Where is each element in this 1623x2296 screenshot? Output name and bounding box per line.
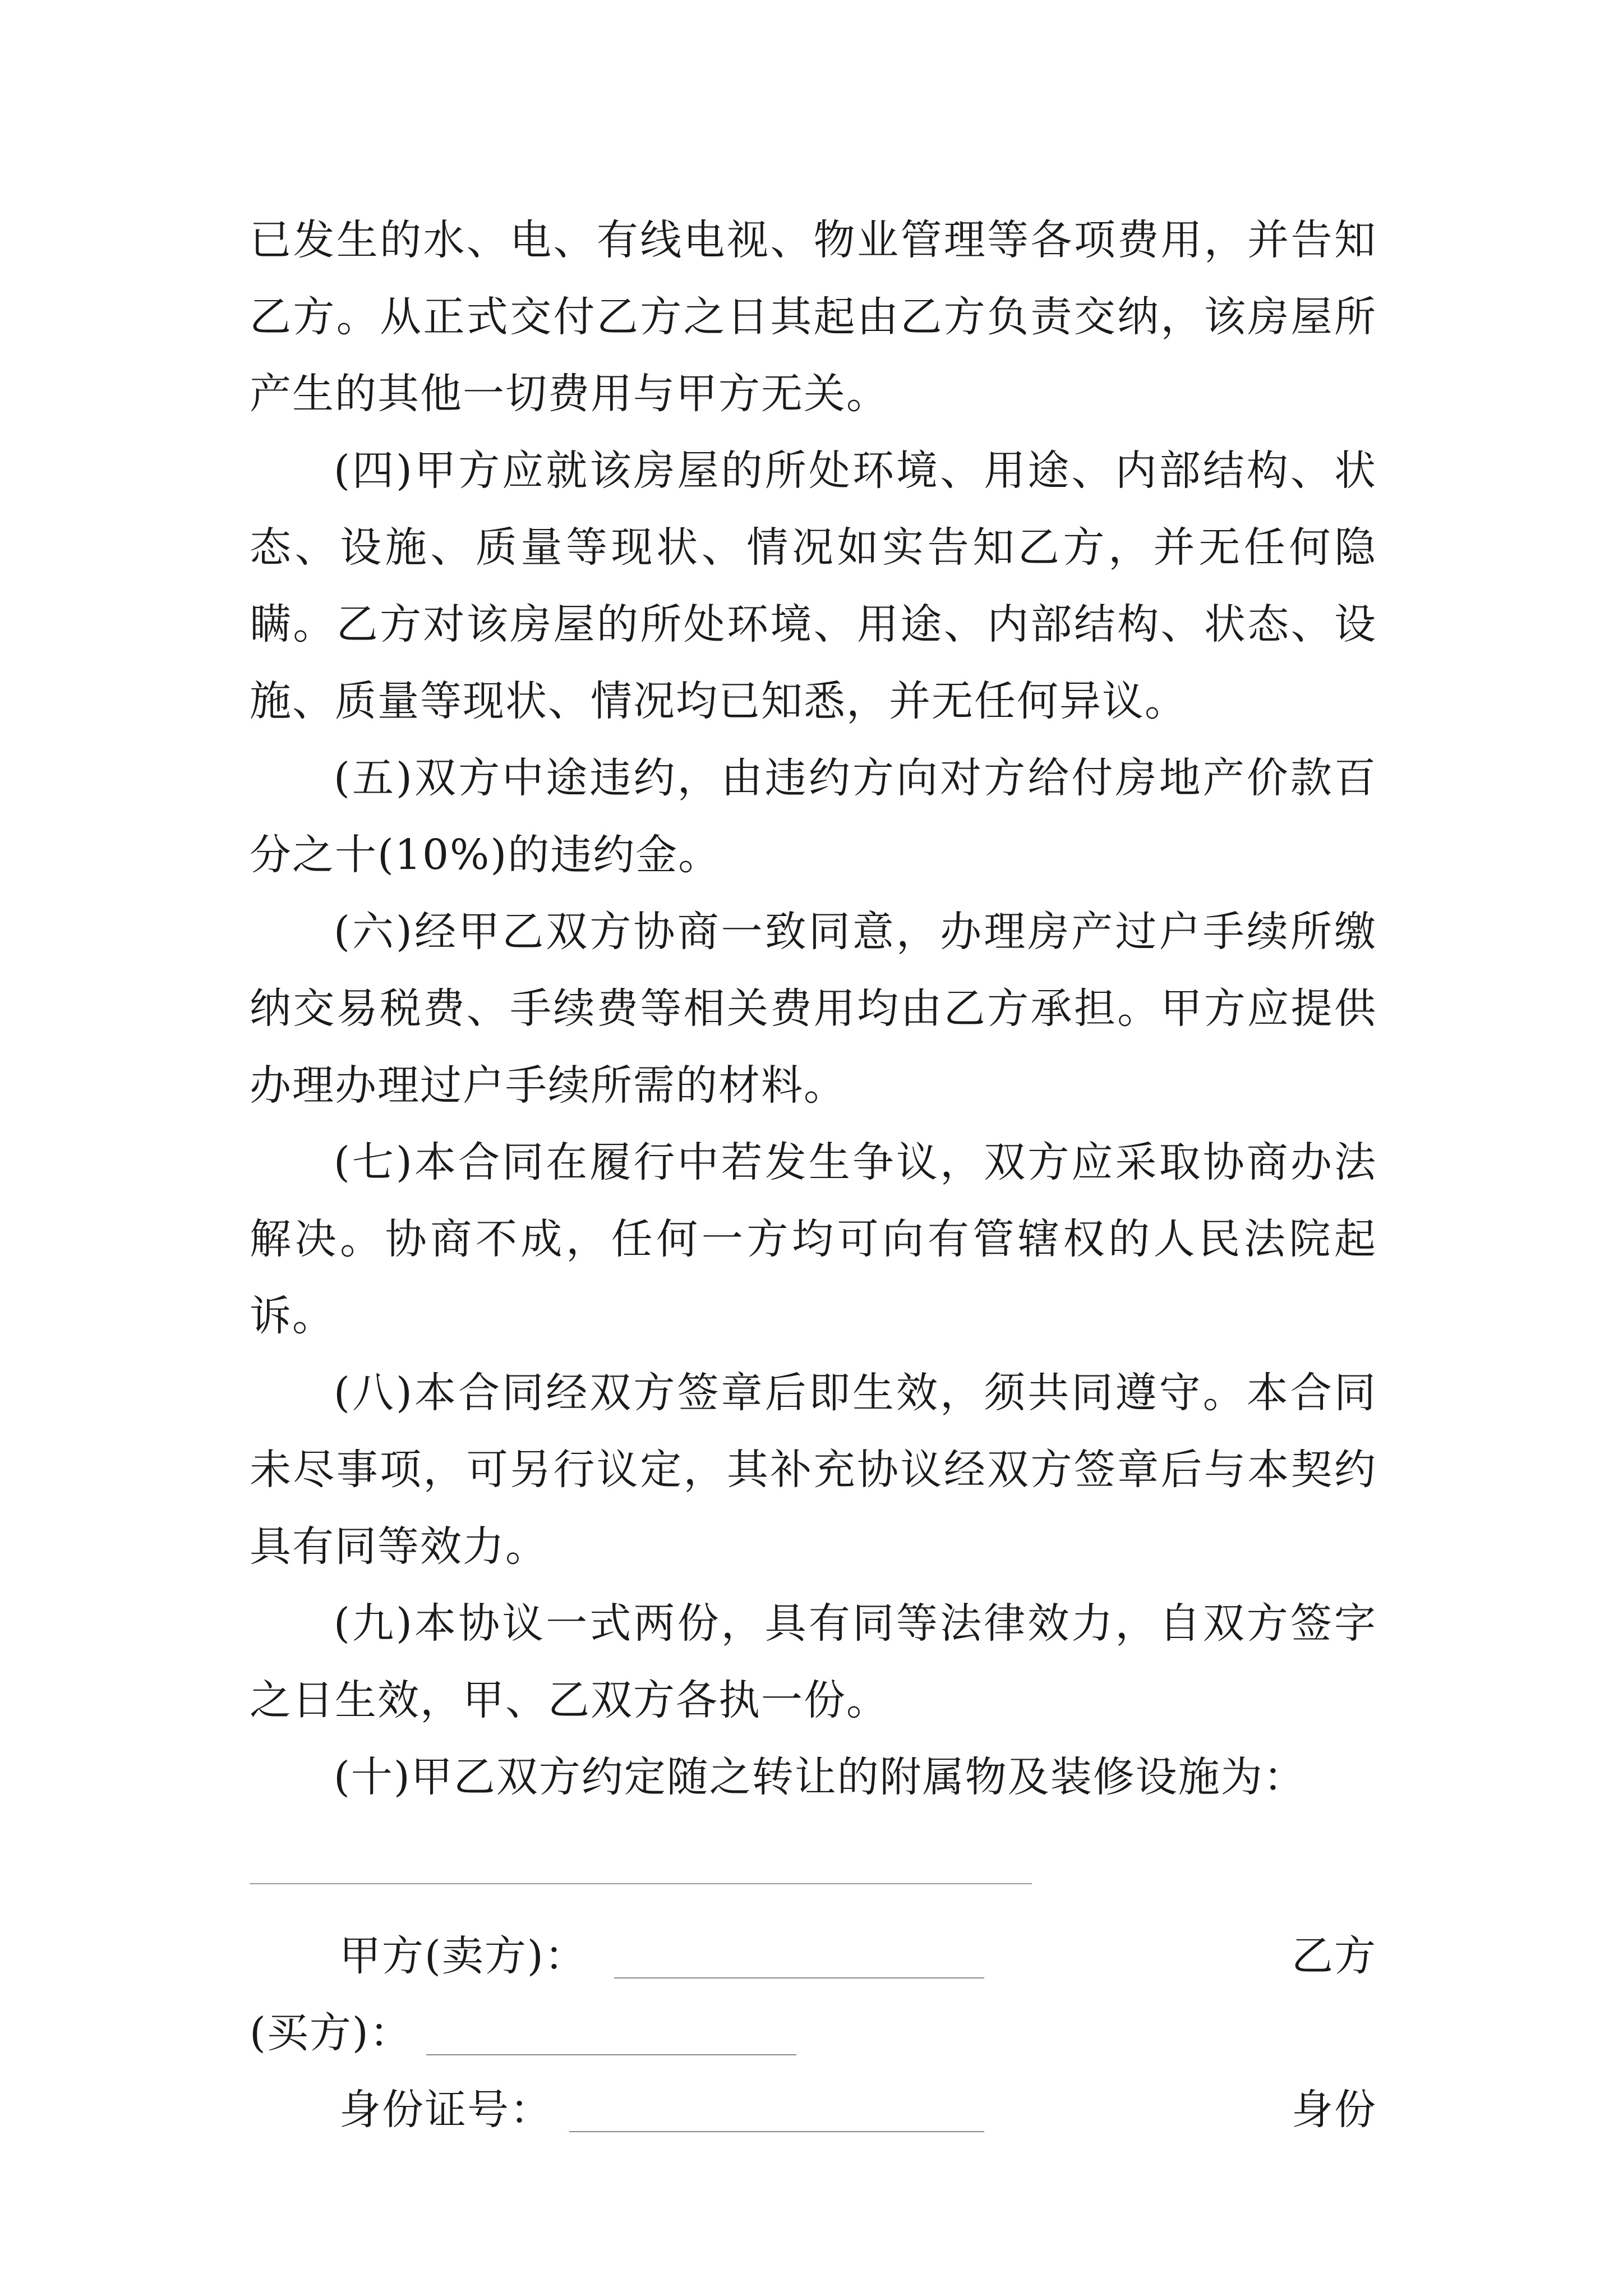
party-b-label-end: (买方)： — [250, 2009, 412, 2057]
id-label-right: 身份 — [1292, 2086, 1377, 2134]
id-number-line — [569, 2131, 984, 2132]
contract-paragraph: (八)本合同经双方签章后即生效，须共同遵守。本合同未尽事项，可另行议定，其补充协议经双方签章后与本契约具有同等效力。 — [250, 1369, 1377, 1571]
signature-row-buyer — [250, 1995, 1377, 2072]
document-page — [250, 202, 1377, 2148]
id-number-label: 身份证号： — [339, 2086, 552, 2134]
contract-body — [250, 202, 1377, 1816]
party-b-signature-line — [426, 2054, 796, 2055]
contract-paragraph: 已发生的水、电、有线电视、物业管理等各项费用，并告知乙方。从正式交付乙方之日其起由乙方负责交纳，该房屋所产生的其他一切费用与甲方无关。 — [250, 216, 1377, 418]
contract-paragraph: (十)甲乙双方约定随之转让的附属物及装修设施为： — [334, 1753, 1306, 1801]
contract-paragraph: (六)经甲乙双方协商一致同意，办理房产过户手续所缴纳交易税费、手续费等相关费用均由乙方承担。甲方应提供办理办理过户手续所需的材料。 — [250, 908, 1377, 1110]
fill-in-blank-line — [250, 1883, 1032, 1884]
signature-row-parties — [250, 1918, 1377, 1995]
party-b-label-start: 乙方 — [1292, 1932, 1377, 1980]
party-a-label: 甲方(卖方)： — [339, 1932, 587, 1980]
contract-paragraph: (七)本合同在履行中若发生争议，双方应采取协商办法解决。协商不成，任何一方均可向有管辖权的人民法院起诉。 — [250, 1138, 1377, 1340]
contract-paragraph: (五)双方中途违约，由违约方向对方给付房地产价款百分之十(10%)的违约金。 — [250, 754, 1377, 879]
signature-row-id — [250, 2072, 1377, 2148]
contract-paragraph: (九)本协议一式两份，具有同等法律效力，自双方签字之日生效，甲、乙双方各执一份。 — [250, 1599, 1377, 1724]
party-a-signature-line — [614, 1977, 984, 1978]
contract-paragraph: (四)甲方应就该房屋的所处环境、用途、内部结构、状态、设施、质量等现状、情况如实告知乙方，并无任何隐瞒。乙方对该房屋的所处环境、用途、内部结构、状态、设施、质量等现状、情况均已知悉，并无任何异议。 — [250, 447, 1377, 725]
